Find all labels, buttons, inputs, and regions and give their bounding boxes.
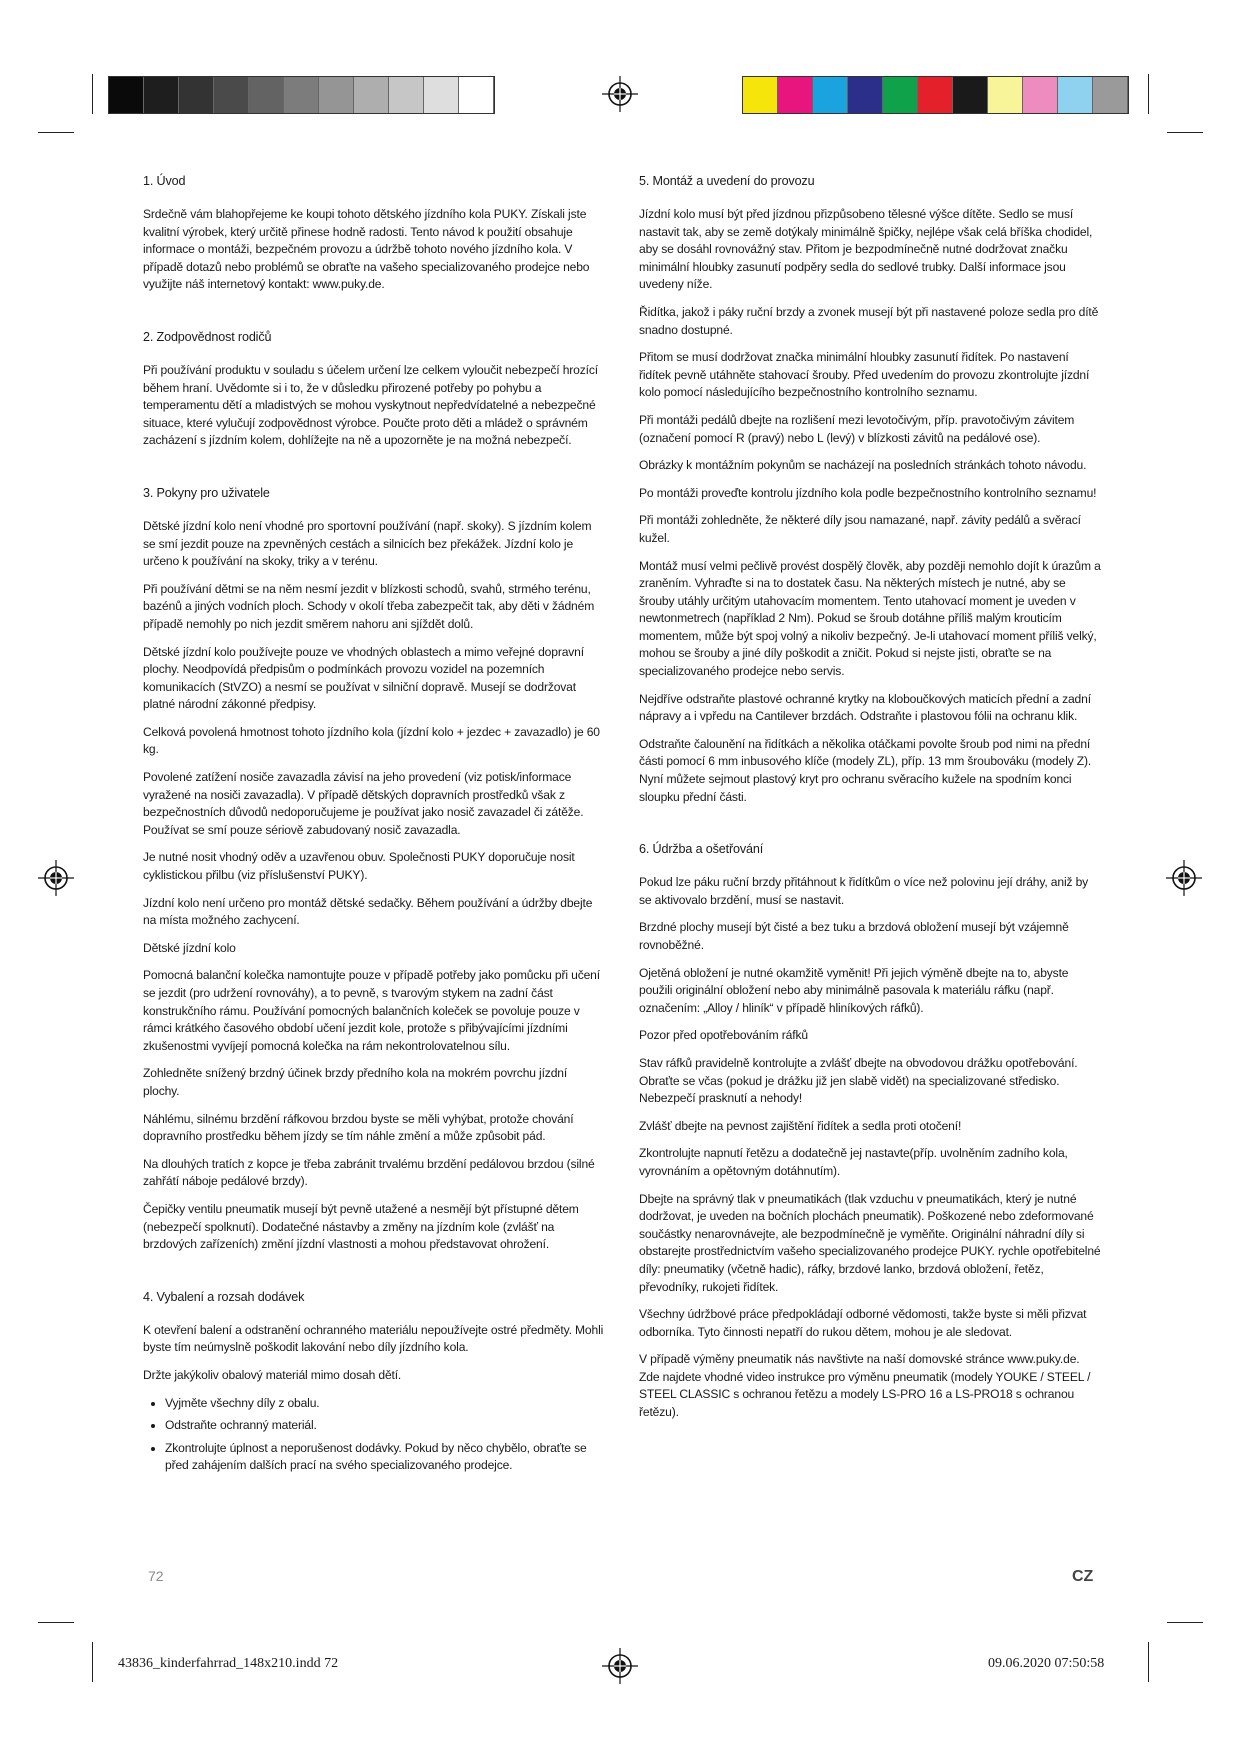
paragraph: Zkontrolujte napnutí řetězu a dodatečně jej nastavte(příp. uvolněním zadního kola, vyrovnáním a opětovným dotáhnutím). [639,1146,1068,1178]
paragraph: Obrázky k montážním pokynům se nacházejí na posledních stránkách tohoto návodu. [639,458,1087,473]
paragraph: Zohledněte snížený brzdný účinek brzdy předního kola na mokrém povrchu jízdní plochy. [143,1066,568,1098]
section-heading: 1. Úvod [143,174,186,188]
color-swatch-11 [1093,77,1128,113]
list-item: • Odstraňte ochranný materiál. [165,1417,605,1435]
paragraph: Ojetěná obložení je nutné okamžitě vyměnit! Při jejich výměně dbejte na to, abyste použili originální obložení nebo aby minimálně pasovala k materiálu ráfku (např. označením: „Alloy / hliník“ v případě hliníkových ráfků). [639,965,1069,1015]
paragraph: Všechny údržbové práce předpokládají odborné vědomosti, takže byste si měli přizvat odborníka. Tyto činnosti nepatří do rukou dětem, mohou je ale sledovat. [639,1307,1087,1339]
gray-swatch-5 [249,77,284,113]
paragraph: Je nutné nosit vhodný oděv a uzavřenou obuv. Společnosti PUKY doporučuje nosit cyklistickou přilbu (viz příslušenství PUKY). [143,850,575,883]
color-swatch-5 [883,77,918,113]
section-user-instructions [143,484,605,1254]
paragraph: Jízdní kolo není určeno pro montáž dětské sedačky. Během používání a údržby dbejte na místa možného zachycení. [143,895,593,928]
gray-swatch-8 [354,77,389,113]
section-maintenance [639,840,1101,1421]
left-column [143,172,605,1509]
registration-mark-icon [38,860,74,896]
paragraph: Při používání produktu v souladu s účelem určení lze celkem vyloučit nebezpečí hrozící během hraní. Uvědomte si i to, že v důsledku přirozené potřeby po pohybu a temperamentu dětí a mladistvých se mohou vyskytnout nepředvídatelné a nebezpečné situace, které vylučují zodpovědnost výrobce. Poučte proto děti a mládež o správném zacházení s jízdním kolem, dohlížejte na ně a upozorněte je na možná nebezpečí. [143,362,598,448]
paragraph: Jízdní kolo musí být před jízdnou přizpůsobeno tělesné výšce dítěte. Sedlo se musí nastavit tak, aby se země dotýkaly minimálně špičky, nejlépe však celá bříška chodidel, aby se dosáhl rovnovážný stav. Přitom je bezpodmínečně nutné dodržovat značku minimální hloubky zasunutí podpěry sedla do sedlové trubky. Další informace jsou uvedeny níže. [639,207,1093,292]
paragraph: Na dlouhých tratích z kopce je třeba zabránit trvalému brzdění pedálovou brzdou (silné zahřátí náboje pedálové brzdy). [143,1156,595,1189]
paragraph: Dětské jízdní kolo používejte pouze ve vhodných oblastech a mimo veřejné dopravní plochy. Neodpovídá předpisům o podmínkách provozu vozidel na pozemních komunikacích (StVZO) a nesmí se používat v silniční dopravě. Musejí se dodržovat platné národní zákonné předpisy. [143,644,584,712]
gray-swatch-6 [284,77,319,113]
list-item: • Vyjměte všechny díly z obalu. [165,1395,605,1413]
section-heading: 6. Údržba a ošetřování [639,842,764,857]
paragraph: Nejdříve odstraňte plastové ochranné krytky na kloboučkových maticích přední a zadní nápravy a i vpředu na Cantilever brzdách. Odstraňte i plastovou fólii na ochranu klik. [639,691,1091,724]
gray-swatch-4 [214,77,249,113]
registration-mark-icon [602,1648,638,1684]
gray-swatch-10 [424,77,459,113]
paragraph: Stav ráfků pravidelně kontrolujte a zvlášť dbejte na obvodovou drážku opotřebování. Obraťte se včas (pokud je drážku již jen slabě vidět) na specializované středisko. Nebezpečí prasknutí a nehody! [639,1055,1078,1106]
gray-swatch-3 [179,77,214,113]
color-swatch-1 [743,77,778,113]
paragraph: Dětské jízdní kolo není vhodné pro sportovní používání (např. skoky). S jízdním kolem se smí jezdit pouze na zpevněných cestách a silnicích bez překážek. Jízdní kolo je určeno k používání na skoky, triky a v terénu. [143,518,592,569]
crop-mark-bottom-right-v [1148,1642,1149,1682]
color-swatch-10 [1058,77,1093,113]
section-assembly [639,172,1101,806]
paragraph: Povolené zatížení nosiče zavazadla závisí na jeho provedení (viz potisk/informace vyražené na nosiči zavazadla). V případě dětských dopravních prostředků však z bezpečnostních důvodů nedoporučujeme je používat jako nosič zavazadel či zátěže. Používat se smí pouze sériově zabudovaný nosič zavazadla. [143,770,584,837]
section-parental-responsibility [143,328,605,450]
gray-swatch-9 [389,77,424,113]
section-heading: 3. Pokyny pro uživatele [143,485,270,500]
registration-mark-icon [1166,860,1202,896]
registration-mark-icon [602,76,638,112]
list-item: • Zkontrolujte úplnost a neporušenost dodávky. Pokud by něco chybělo, obraťte se před zahájením dalších prací na svého specializovaného prodejce. [165,1440,605,1475]
paragraph: Přitom se musí dodržovat značka minimální hloubky zasunutí řidítek. Po nastavení řidítek pevně utáhněte stahovací šrouby. Před uvedením do provozu zkontrolujte jízdní kolo pomocí následujícího bezpečnostního kontrolního seznamu. [639,350,1090,400]
color-swatch-8 [988,77,1023,113]
paragraph: Držte jakýkoliv obalový materiál mimo dosah dětí. [143,1367,402,1382]
gray-swatch-7 [319,77,354,113]
section-heading: 2. Zodpovědnost rodičů [143,329,272,344]
crop-mark-top-right-v [1148,74,1149,114]
color-swatch-3 [813,77,848,113]
paragraph: Čepičky ventilu pneumatik musejí být pevně utažené a nesmějí být přístupné dětem (nebezpečí spolknutí). Dodatečné nástavby a změny na jízdním kole (zvlášť na brzdových zařízeních) změní jízdní vlastnosti a mohou představovat ohrožení. [143,1201,579,1252]
paragraph: Srdečně vám blahopřejeme ke koupi tohoto dětského jízdního kola PUKY. Získali jste kvalitní výrobek, který určitě přinese hodně radosti. Tento návod k použití obsahuje informace o montáži, bezpečném provozu a údržbě tohoto nového jízdního kola. V případě dotazů nebo problémů se obraťte na vašeho specializovaného prodejce nebo využijte náš internetový kontakt: www.puky.de. [143,207,590,292]
paragraph: Po montáži proveďte kontrolu jízdního kola podle bezpečnostního kontrolního seznamu! [639,485,1097,500]
paragraph: Při montáži zohledněte, že některé díly jsou namazané, např. závity pedálů a svěrací kužel. [639,513,1081,545]
paragraph: Pomocná balanční kolečka namontujte pouze v případě potřeby jako pomůcku při učení se jezdit (pro udržení rovnováhy), a to pevně, s tvarovým stykem na zadní část konstrukčního rámu. Používání pomocných balančních koleček se povoluje pouze v rámci krátkého časového období učení jezdit kole, protože s přibývajícími jízdními zkušenostmi vyvíjejí pomocná kolečka na rám nekontrolovatelnou sílu. [143,968,600,1053]
bullet-list [143,1395,605,1475]
paragraph: Náhlému, silnému brzdění ráfkovou brzdou byste se měli vyhýbat, protože chování dopravního prostředku během jízdy se tím náhle změní a může způsobit pád. [143,1111,574,1144]
crop-mark-bottom-left-v [92,1642,93,1682]
crop-mark-bottom-right-h [1167,1622,1203,1623]
right-column [639,172,1101,1456]
paragraph: Při montáži pedálů dbejte na rozlišení mezi levotočivým, příp. pravotočivým závitem (označení pomocí R (pravý) nebo L (levý) v blízkosti závitů na pedálové ose). [639,412,1075,445]
gray-swatch-2 [144,77,179,113]
page-number: 72 [148,1568,164,1584]
section-unpacking [143,1288,605,1475]
grayscale-color-bar [108,76,495,114]
paragraph: Pokud lze páku ruční brzdy přitáhnout k řidítkům o více než polovinu její dráhy, aniž by se aktivovalo brzdění, musí se nastavit. [639,875,1089,907]
gray-swatch-1 [109,77,144,113]
color-swatch-6 [918,77,953,113]
color-swatch-7 [953,77,988,113]
crop-mark-top-left-h [38,132,74,133]
gray-swatch-11 [459,77,494,113]
paragraph: Zvlášť dbejte na pevnost zajištění řidítek a sedla proti otočení! [639,1118,962,1133]
paragraph: Odstraňte čalounění na řidítkách a několika otáčkami povolte šroub pod nimi na přední části pomocí 6 mm inbusového klíče (modely ZL), příp. 13 mm šroubováku (modely Z). Nyní můžete sejmout plastový kryt pro ochranu svěracího kužele na spodním konci sloupku přední části. [639,736,1092,804]
footer-file-name: 43836_kinderfahrrad_148x210.indd 72 [118,1656,339,1671]
process-color-bar [742,76,1129,114]
color-swatch-2 [778,77,813,113]
paragraph: Brzdné plochy musejí být čisté a bez tuku a brzdová obložení musejí být vzájemně rovnoběžné. [639,920,1069,952]
crop-mark-bottom-left-h [38,1622,74,1623]
section-heading: 5. Montáž a uvedení do provozu [639,174,815,188]
color-swatch-9 [1023,77,1058,113]
footer-timestamp: 09.06.2020 07:50:58 [988,1656,1105,1671]
section-intro [143,172,605,294]
subheading: Pozor před opotřebováním ráfků [639,1028,808,1043]
paragraph: Celková povolená hmotnost tohoto jízdního kola (jízdní kolo + jezdec + zavazadlo) je 60 kg. [143,724,600,757]
crop-mark-top-left-v [92,74,93,114]
paragraph: Montáž musí velmi pečlivě provést dospělý člověk, aby později nemohlo dojít k úrazům a zraněním. Vyhraďte si na to dostatek času. Na některých místech je nutné, aby se šrouby utáhly určitým utahovacím momentem. Tento utahovací moment je uveden v newtonmetrech (například 2 Nm). Pokud se šroub dotáhne příliš malým krouticím momentem, může být spoj volný a nikoliv bezpečný. Je-li utahovací moment příliš velký, mohou se šrouby a jiné díly poškodit a zničit. Pokud si nejste jisti, obraťte se na specializovaného prodejce nebo servis. [639,558,1101,679]
subheading: Dětské jízdní kolo [143,940,236,955]
color-swatch-4 [848,77,883,113]
language-code: CZ [1072,1568,1094,1585]
paragraph: Dbejte na správný tlak v pneumatikách (tlak vzduchu v pneumatikách, který je nutné dodržovat, je uveden na bočních plochách pneumatik). Poškozené nebo zdeformované součástky nenarovnávejte, ale bezpodmínečně je vyměňte. Originální náhradní díly si obstarejte prostřednictvím vašeho specializovaného prodejce PUKY. rychle opotřebitelné díly: pneumatiky (včetně hadic), ráfky, brzdové lanko, brzdová obložení, řetěz, převodníky, rukojeti řidítek. [639,1191,1101,1294]
crop-mark-top-right-h [1167,132,1203,133]
section-heading: 4. Vybalení a rozsah dodávek [143,1289,305,1304]
paragraph: Při používání dětmi se na něm nesmí jezdit v blízkosti schodů, svahů, strmého terénu, bazénů a jiných vodních ploch. Schody v okolí třeba zabezpečit tak, aby děti v žádném případě nemohly po nich jezdit směrem nahoru ani sjíždět dolů. [143,581,595,631]
paragraph: Řidítka, jakož i páky ruční brzdy a zvonek musejí být při nastavené poloze sedla pro dítě snadno dostupné. [639,304,1099,337]
paragraph: V případě výměny pneumatik nás navštivte na naší domovské stránce www.puky.de. Zde najdete vhodné video instrukce pro výměnu pneumatik (modely YOUKE / STEEL / STEEL CLASSIC s ochranou řetězu a modely LS-PRO 16 a LS-PRO18 s ochranou řetězu). [639,1352,1091,1420]
paragraph: K otevření balení a odstranění ochranného materiálu nepoužívejte ostré předměty. Mohli byste tím neúmyslně poškodit lakování nebo díly jízdního kola. [143,1322,604,1355]
